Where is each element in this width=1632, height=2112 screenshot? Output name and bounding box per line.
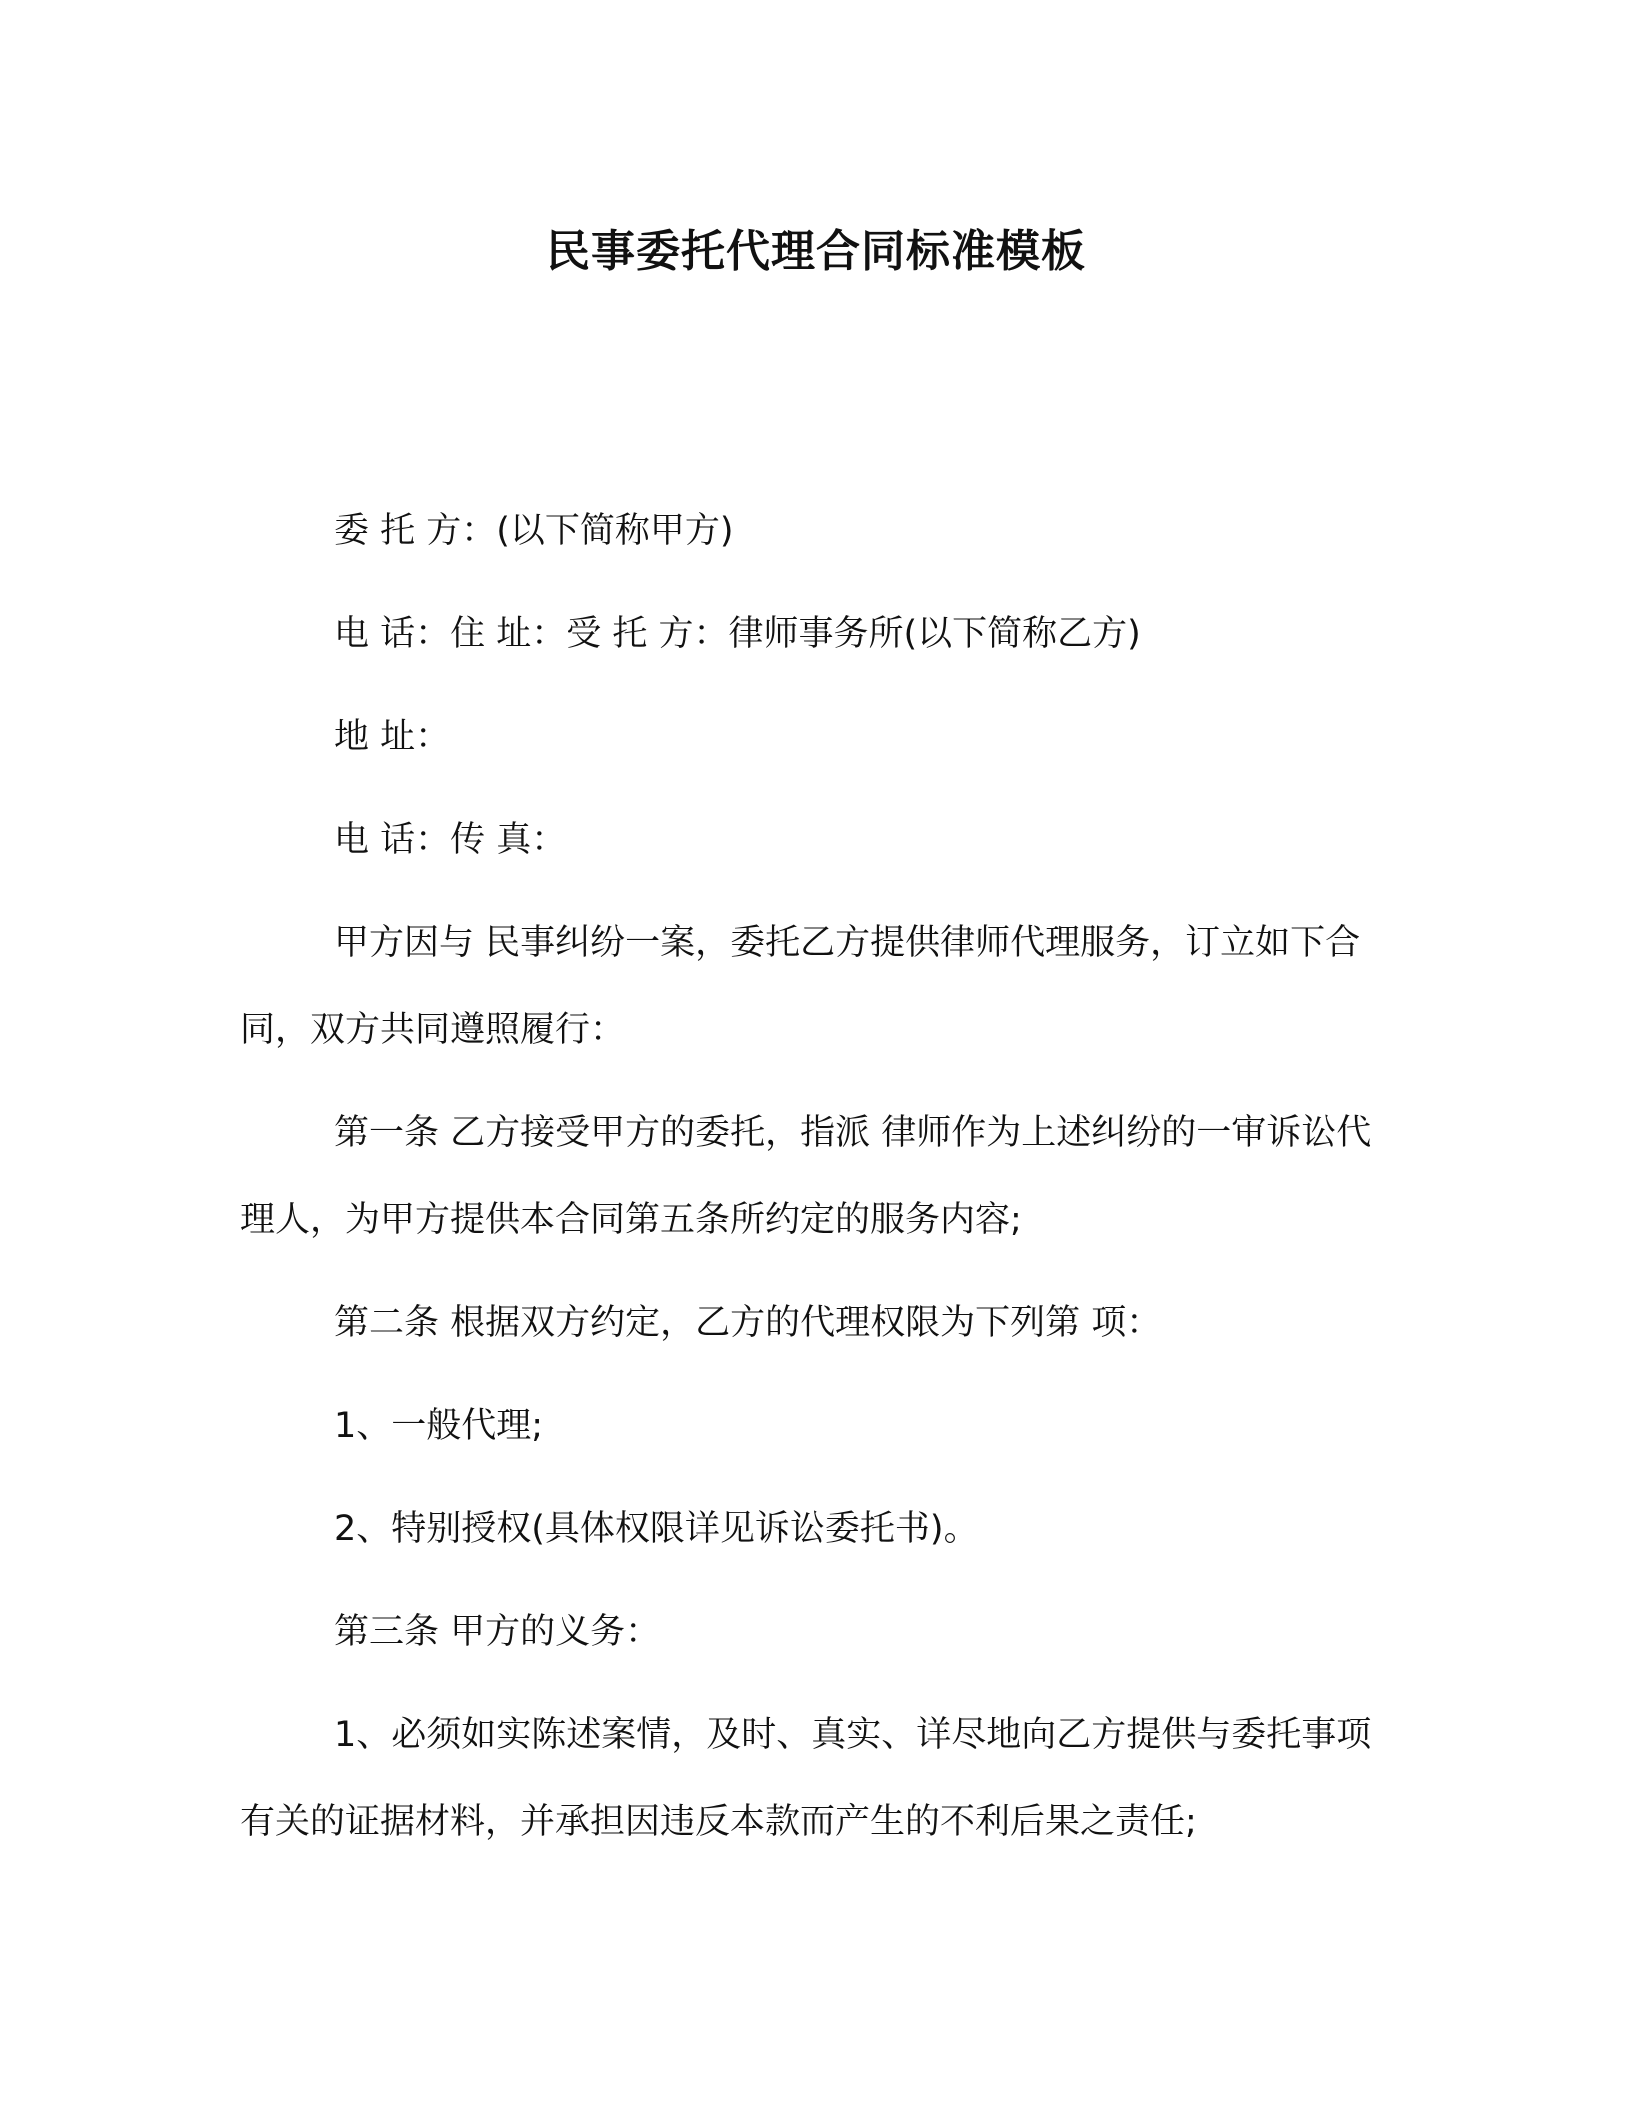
preamble-paragraph: 甲方因与 民事纠纷一案，委托乙方提供律师代理服务，订立如下合同，双方共同遵照履行：: [240, 923, 1361, 1050]
article-two-item-1: 1、一般代理;: [334, 1406, 544, 1446]
phone-fax-line: 电 话：传 真：: [334, 820, 567, 860]
client-line: 委 托 方：(以下简称甲方): [334, 511, 734, 551]
article-three: 第三条 甲方的义务：: [334, 1612, 661, 1652]
article-two-item-2: 2、特别授权(具体权限详见诉讼委托书)。: [334, 1509, 979, 1549]
document-body: [240, 488, 1380, 1882]
article-two: 第二条 根据双方约定，乙方的代理权限为下列第 项：: [334, 1303, 1162, 1343]
article-three-item-1: 1、必须如实陈述案情，及时、真实、详尽地向乙方提供与委托事项有关的证据材料，并承担因违反本款而产生的不利后果之责任;: [240, 1715, 1372, 1842]
address-line: 地 址：: [334, 717, 451, 757]
article-one: 第一条 乙方接受甲方的委托，指派 律师作为上述纠纷的一审诉讼代理人，为甲方提供本合同第五条所约定的服务内容;: [240, 1113, 1372, 1240]
phone-address-agent-line: 电 话：住 址：受 托 方：律师事务所(以下简称乙方): [334, 614, 1141, 654]
document-title: 民事委托代理合同标准模板: [546, 226, 1086, 277]
